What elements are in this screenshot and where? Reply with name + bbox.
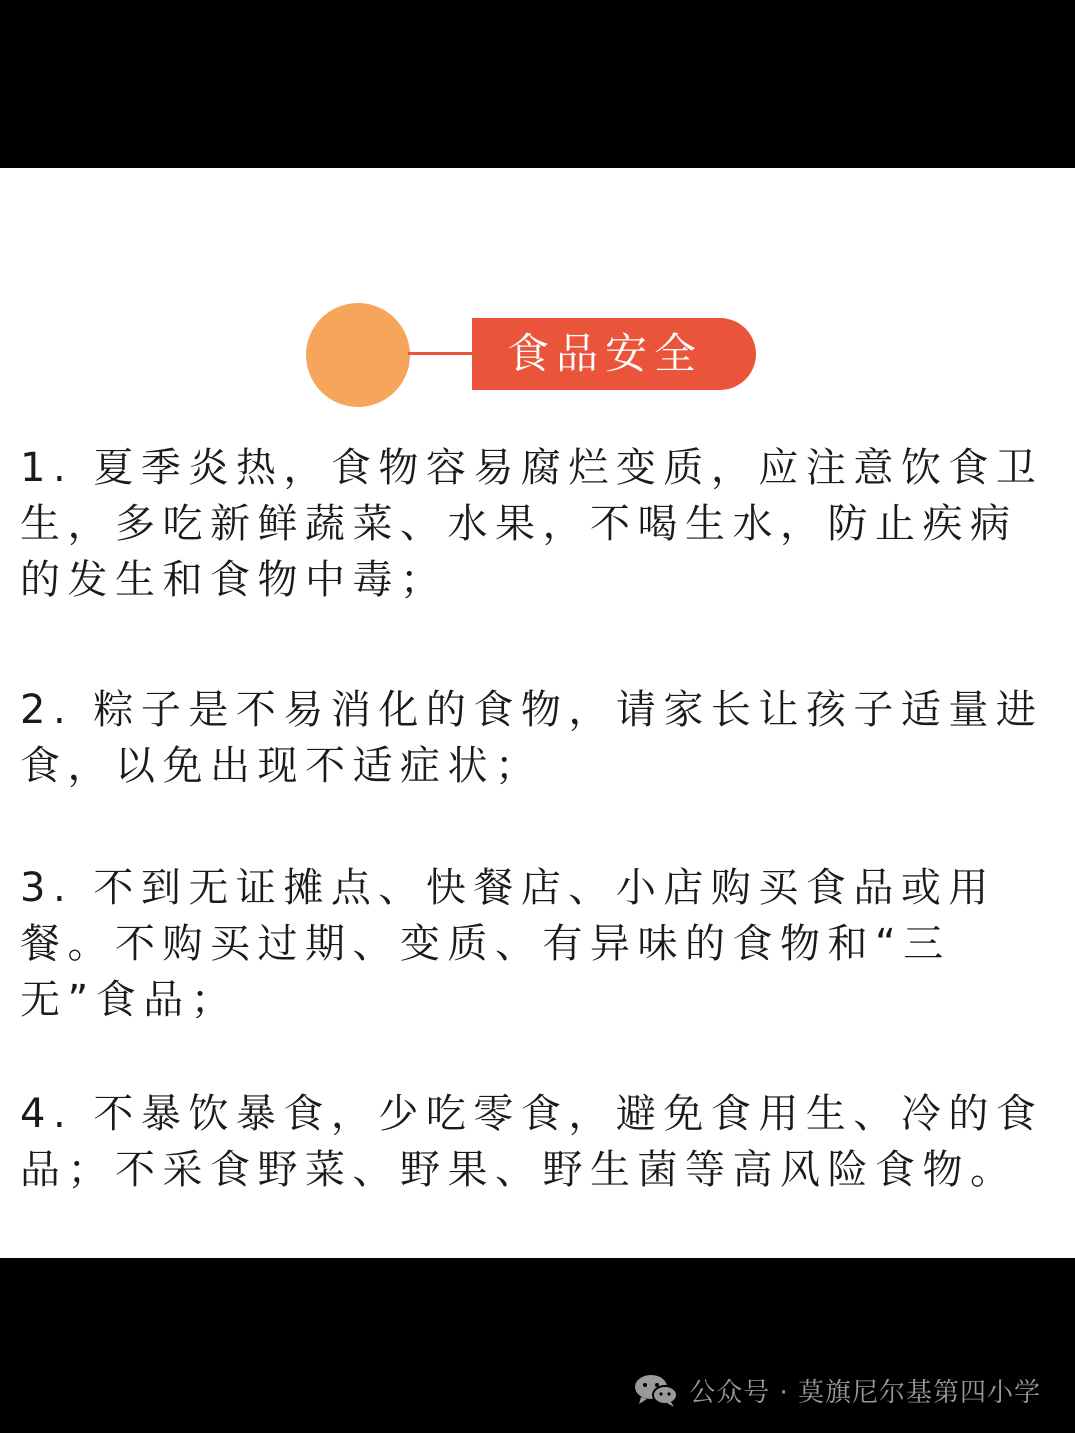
header-connector-line xyxy=(408,352,474,355)
safety-tip-4: 4. 不暴饮暴食，少吃零食，避免食用生、冷的食品；不采食野菜、野果、野生菌等高风险食物。 xyxy=(20,1091,1044,1193)
top-black-band xyxy=(0,0,1075,168)
header-circle-decoration xyxy=(306,303,410,407)
safety-tip-1: 1. 夏季炎热，食物容易腐烂变质，应注意饮食卫生，多吃新鲜蔬菜、水果，不喝生水，防止疾病的发生和食物中毒； xyxy=(20,445,1044,603)
wechat-icon xyxy=(633,1373,679,1407)
watermark-text: 公众号 · 莫旗尼尔基第四小学 xyxy=(689,1377,1041,1408)
safety-tip-3: 3. 不到无证摊点、快餐店、小店购买食品或用餐。不购买过期、变质、有异味的食物和“三无”食品； xyxy=(20,865,996,1023)
content-panel xyxy=(0,168,1075,1258)
watermark xyxy=(633,1370,1041,1410)
section-title: 食品安全 xyxy=(472,318,756,390)
safety-tip-2: 2. 粽子是不易消化的食物，请家长让孩子适量进食，以免出现不适症状； xyxy=(20,687,1044,789)
